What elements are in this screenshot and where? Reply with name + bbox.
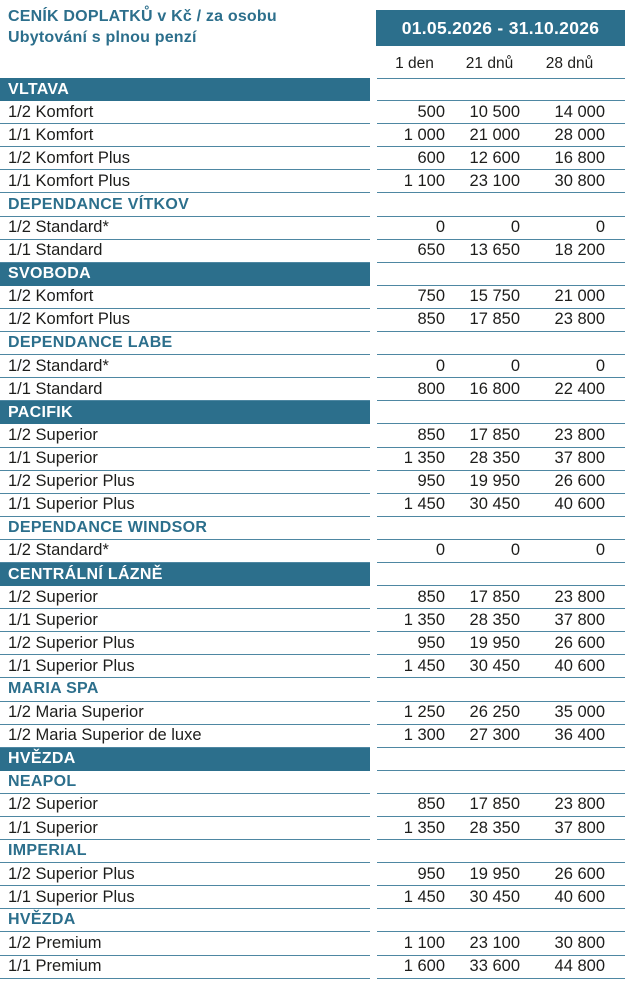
price-cell: 17 850 bbox=[469, 587, 520, 606]
room-label: 1/1 Komfort Plus bbox=[0, 170, 370, 193]
price-cell: 23 800 bbox=[554, 425, 605, 444]
section-header-row bbox=[0, 332, 625, 355]
page-title bbox=[8, 6, 277, 48]
section-header-row bbox=[0, 563, 625, 586]
column-header-28-dnu: 28 dnů bbox=[545, 55, 594, 72]
column-divider bbox=[370, 263, 377, 286]
price-cell: 33 600 bbox=[469, 957, 520, 976]
section-header-row bbox=[0, 517, 625, 540]
table-row bbox=[0, 655, 625, 678]
section-header-row bbox=[0, 193, 625, 216]
room-label: 1/2 Standard* bbox=[0, 217, 370, 240]
section-header-row bbox=[0, 263, 625, 286]
table-row bbox=[0, 632, 625, 655]
price-cell: 0 bbox=[510, 356, 520, 375]
price-cell: 13 650 bbox=[469, 241, 520, 260]
price-cells bbox=[377, 725, 625, 748]
column-divider bbox=[370, 794, 377, 817]
price-cell: 27 300 bbox=[469, 726, 520, 745]
price-cell: 23 100 bbox=[469, 171, 520, 190]
price-cells bbox=[377, 909, 625, 932]
price-cell: 0 bbox=[435, 541, 445, 560]
price-cells bbox=[377, 263, 625, 286]
price-cells bbox=[377, 655, 625, 678]
table-row bbox=[0, 147, 625, 170]
room-label: 1/2 Premium bbox=[0, 932, 370, 955]
price-cell: 950 bbox=[417, 633, 445, 652]
price-cells bbox=[377, 540, 625, 563]
table-row bbox=[0, 424, 625, 447]
price-cell: 0 bbox=[595, 541, 605, 560]
price-cell: 37 800 bbox=[554, 449, 605, 468]
price-cell: 17 850 bbox=[469, 425, 520, 444]
price-cell: 19 950 bbox=[469, 633, 520, 652]
section-title: DEPENDANCE VÍTKOV bbox=[0, 193, 370, 216]
price-cell: 40 600 bbox=[554, 656, 605, 675]
price-cell: 950 bbox=[417, 864, 445, 883]
page-title-line1: CENÍK DOPLATKŮ v Kč / za osobu bbox=[8, 8, 277, 25]
price-cell: 23 800 bbox=[554, 310, 605, 329]
section-bar: PACIFIK bbox=[0, 401, 370, 424]
price-cell: 0 bbox=[595, 218, 605, 237]
room-label: 1/2 Maria Superior bbox=[0, 702, 370, 725]
column-divider bbox=[370, 956, 377, 979]
room-label: 1/2 Komfort bbox=[0, 101, 370, 124]
room-label: 1/1 Komfort bbox=[0, 124, 370, 147]
price-cells bbox=[377, 794, 625, 817]
price-cells bbox=[377, 401, 625, 424]
section-title: NEAPOL bbox=[0, 771, 370, 794]
column-divider bbox=[370, 471, 377, 494]
price-cell: 21 000 bbox=[469, 125, 520, 144]
column-divider bbox=[370, 817, 377, 840]
price-cell: 16 800 bbox=[469, 379, 520, 398]
price-cell: 800 bbox=[417, 379, 445, 398]
price-cell: 30 800 bbox=[554, 171, 605, 190]
price-cells bbox=[377, 586, 625, 609]
room-label: 1/1 Standard bbox=[0, 240, 370, 263]
column-divider bbox=[370, 309, 377, 332]
room-label: 1/2 Superior bbox=[0, 586, 370, 609]
price-table bbox=[0, 78, 625, 979]
column-divider bbox=[370, 401, 377, 424]
price-cell: 1 250 bbox=[403, 703, 445, 722]
column-divider bbox=[370, 517, 377, 540]
room-label: 1/1 Superior Plus bbox=[0, 886, 370, 909]
price-cell: 19 950 bbox=[469, 864, 520, 883]
price-cell: 37 800 bbox=[554, 610, 605, 629]
price-cells bbox=[377, 286, 625, 309]
price-cell: 17 850 bbox=[469, 310, 520, 329]
section-header-row bbox=[0, 748, 625, 771]
price-cell: 850 bbox=[417, 425, 445, 444]
section-header-row bbox=[0, 678, 625, 701]
room-label: 1/2 Superior bbox=[0, 794, 370, 817]
table-row bbox=[0, 863, 625, 886]
price-cell: 22 400 bbox=[554, 379, 605, 398]
price-cells bbox=[377, 424, 625, 447]
room-label: 1/2 Standard* bbox=[0, 355, 370, 378]
room-label: 1/2 Superior bbox=[0, 424, 370, 447]
price-cell: 1 350 bbox=[403, 449, 445, 468]
price-cell: 750 bbox=[417, 287, 445, 306]
price-cells bbox=[377, 471, 625, 494]
table-row bbox=[0, 586, 625, 609]
price-cell: 23 800 bbox=[554, 587, 605, 606]
price-cell: 30 450 bbox=[469, 887, 520, 906]
price-cells bbox=[377, 101, 625, 124]
price-cell: 36 400 bbox=[554, 726, 605, 745]
price-cell: 1 000 bbox=[403, 125, 445, 144]
table-row bbox=[0, 886, 625, 909]
section-bar: HVĚZDA bbox=[0, 748, 370, 771]
column-divider bbox=[370, 147, 377, 170]
room-label: 1/1 Standard bbox=[0, 378, 370, 401]
price-cell: 0 bbox=[510, 541, 520, 560]
price-cell: 30 800 bbox=[554, 934, 605, 953]
price-cells bbox=[377, 817, 625, 840]
price-cell: 600 bbox=[417, 148, 445, 167]
column-header-1-den: 1 den bbox=[395, 55, 434, 72]
price-cell: 40 600 bbox=[554, 887, 605, 906]
column-divider bbox=[370, 932, 377, 955]
column-divider bbox=[370, 586, 377, 609]
room-label: 1/1 Superior bbox=[0, 448, 370, 471]
price-cells bbox=[377, 863, 625, 886]
price-cell: 1 300 bbox=[403, 726, 445, 745]
page-title-line2: Ubytování s plnou penzí bbox=[8, 29, 197, 46]
price-cells bbox=[377, 956, 625, 979]
table-row bbox=[0, 609, 625, 632]
table-row bbox=[0, 170, 625, 193]
room-label: 1/2 Superior Plus bbox=[0, 863, 370, 886]
section-bar: VLTAVA bbox=[0, 78, 370, 101]
room-label: 1/2 Superior Plus bbox=[0, 632, 370, 655]
table-row bbox=[0, 471, 625, 494]
room-label: 1/2 Komfort Plus bbox=[0, 147, 370, 170]
table-row bbox=[0, 309, 625, 332]
room-label: 1/2 Maria Superior de luxe bbox=[0, 725, 370, 748]
column-divider bbox=[370, 886, 377, 909]
room-label: 1/1 Superior bbox=[0, 817, 370, 840]
column-divider bbox=[370, 909, 377, 932]
column-divider bbox=[370, 863, 377, 886]
price-cell: 500 bbox=[417, 102, 445, 121]
price-cell: 10 500 bbox=[469, 102, 520, 121]
column-divider bbox=[370, 193, 377, 216]
table-row bbox=[0, 725, 625, 748]
table-row bbox=[0, 286, 625, 309]
price-cell: 21 000 bbox=[554, 287, 605, 306]
column-headers bbox=[377, 52, 625, 76]
column-divider bbox=[370, 725, 377, 748]
column-divider bbox=[370, 563, 377, 586]
section-title: IMPERIAL bbox=[0, 840, 370, 863]
room-label: 1/2 Superior Plus bbox=[0, 471, 370, 494]
price-cells bbox=[377, 932, 625, 955]
price-cells bbox=[377, 124, 625, 147]
column-divider bbox=[370, 655, 377, 678]
price-cells bbox=[377, 309, 625, 332]
price-cell: 18 200 bbox=[554, 241, 605, 260]
price-cell: 26 600 bbox=[554, 864, 605, 883]
column-header-21-dnu: 21 dnů bbox=[465, 55, 514, 72]
price-cell: 14 000 bbox=[554, 102, 605, 121]
price-cell: 950 bbox=[417, 472, 445, 491]
column-divider bbox=[370, 124, 377, 147]
price-cells bbox=[377, 886, 625, 909]
price-cells bbox=[377, 748, 625, 771]
price-cells bbox=[377, 563, 625, 586]
table-row bbox=[0, 240, 625, 263]
price-cell: 850 bbox=[417, 587, 445, 606]
room-label: 1/2 Komfort Plus bbox=[0, 309, 370, 332]
column-divider bbox=[370, 632, 377, 655]
price-cells bbox=[377, 678, 625, 701]
price-cell: 30 450 bbox=[469, 656, 520, 675]
price-cells bbox=[377, 170, 625, 193]
section-header-row bbox=[0, 840, 625, 863]
column-divider bbox=[370, 678, 377, 701]
price-cell: 850 bbox=[417, 310, 445, 329]
section-header-row bbox=[0, 909, 625, 932]
section-header-row bbox=[0, 78, 625, 101]
price-cell: 16 800 bbox=[554, 148, 605, 167]
price-cell: 850 bbox=[417, 795, 445, 814]
section-title: DEPENDANCE WINDSOR bbox=[0, 517, 370, 540]
price-cell: 23 800 bbox=[554, 795, 605, 814]
date-range-badge: 01.05.2026 - 31.10.2026 bbox=[376, 10, 625, 46]
price-cell: 0 bbox=[435, 218, 445, 237]
price-cells bbox=[377, 448, 625, 471]
section-bar: CENTRÁLNÍ LÁZNĚ bbox=[0, 563, 370, 586]
price-cell: 650 bbox=[417, 241, 445, 260]
table-row bbox=[0, 956, 625, 979]
price-cell: 17 850 bbox=[469, 795, 520, 814]
table-row bbox=[0, 355, 625, 378]
price-cell: 15 750 bbox=[469, 287, 520, 306]
column-divider bbox=[370, 609, 377, 632]
price-cells bbox=[377, 609, 625, 632]
price-cell: 40 600 bbox=[554, 495, 605, 514]
price-cell: 26 600 bbox=[554, 633, 605, 652]
room-label: 1/2 Standard* bbox=[0, 540, 370, 563]
price-cells bbox=[377, 147, 625, 170]
price-cell: 0 bbox=[510, 218, 520, 237]
table-row bbox=[0, 794, 625, 817]
column-divider bbox=[370, 448, 377, 471]
price-cell: 1 450 bbox=[403, 887, 445, 906]
price-cell: 1 600 bbox=[403, 957, 445, 976]
price-cells bbox=[377, 378, 625, 401]
price-cell: 1 350 bbox=[403, 610, 445, 629]
price-cell: 12 600 bbox=[469, 148, 520, 167]
price-cells bbox=[377, 494, 625, 517]
column-divider bbox=[370, 332, 377, 355]
table-row bbox=[0, 101, 625, 124]
price-cells bbox=[377, 771, 625, 794]
column-divider bbox=[370, 355, 377, 378]
price-cell: 44 800 bbox=[554, 957, 605, 976]
page-header bbox=[0, 0, 625, 78]
price-cell: 1 100 bbox=[403, 934, 445, 953]
price-cells bbox=[377, 517, 625, 540]
price-cell: 28 350 bbox=[469, 449, 520, 468]
price-cell: 1 100 bbox=[403, 171, 445, 190]
section-title: DEPENDANCE LABE bbox=[0, 332, 370, 355]
price-cells bbox=[377, 840, 625, 863]
column-divider bbox=[370, 78, 377, 101]
column-divider bbox=[370, 378, 377, 401]
column-divider bbox=[370, 494, 377, 517]
table-row bbox=[0, 494, 625, 517]
column-divider bbox=[370, 101, 377, 124]
table-row bbox=[0, 448, 625, 471]
column-divider bbox=[370, 771, 377, 794]
column-divider bbox=[370, 840, 377, 863]
price-cells bbox=[377, 702, 625, 725]
column-divider bbox=[370, 748, 377, 771]
price-cells bbox=[377, 240, 625, 263]
price-cells bbox=[377, 217, 625, 240]
price-cells bbox=[377, 193, 625, 216]
price-cell: 0 bbox=[435, 356, 445, 375]
table-row bbox=[0, 540, 625, 563]
price-cell: 26 250 bbox=[469, 703, 520, 722]
column-divider bbox=[370, 286, 377, 309]
price-cells bbox=[377, 332, 625, 355]
price-cell: 1 450 bbox=[403, 656, 445, 675]
price-cell: 19 950 bbox=[469, 472, 520, 491]
table-row bbox=[0, 378, 625, 401]
price-cell: 1 350 bbox=[403, 818, 445, 837]
column-divider bbox=[370, 217, 377, 240]
price-cell: 37 800 bbox=[554, 818, 605, 837]
price-cell: 28 000 bbox=[554, 125, 605, 144]
column-divider bbox=[370, 702, 377, 725]
room-label: 1/1 Superior Plus bbox=[0, 655, 370, 678]
price-cell: 30 450 bbox=[469, 495, 520, 514]
table-row bbox=[0, 817, 625, 840]
price-cell: 26 600 bbox=[554, 472, 605, 491]
column-divider bbox=[370, 424, 377, 447]
price-cell: 28 350 bbox=[469, 818, 520, 837]
section-header-row bbox=[0, 401, 625, 424]
room-label: 1/2 Komfort bbox=[0, 286, 370, 309]
table-row bbox=[0, 702, 625, 725]
section-title: HVĚZDA bbox=[0, 909, 370, 932]
price-cell: 0 bbox=[595, 356, 605, 375]
column-divider bbox=[370, 240, 377, 263]
price-cells bbox=[377, 355, 625, 378]
table-row bbox=[0, 217, 625, 240]
price-cell: 1 450 bbox=[403, 495, 445, 514]
price-cell: 35 000 bbox=[554, 703, 605, 722]
section-header-row bbox=[0, 771, 625, 794]
price-cells bbox=[377, 632, 625, 655]
price-cell: 23 100 bbox=[469, 934, 520, 953]
column-divider bbox=[370, 540, 377, 563]
table-row bbox=[0, 124, 625, 147]
column-divider bbox=[370, 170, 377, 193]
price-cell: 28 350 bbox=[469, 610, 520, 629]
section-bar: SVOBODA bbox=[0, 263, 370, 286]
room-label: 1/1 Superior Plus bbox=[0, 494, 370, 517]
table-row bbox=[0, 932, 625, 955]
price-cells bbox=[377, 78, 625, 101]
room-label: 1/1 Superior bbox=[0, 609, 370, 632]
room-label: 1/1 Premium bbox=[0, 956, 370, 979]
section-title: MARIA SPA bbox=[0, 678, 370, 701]
